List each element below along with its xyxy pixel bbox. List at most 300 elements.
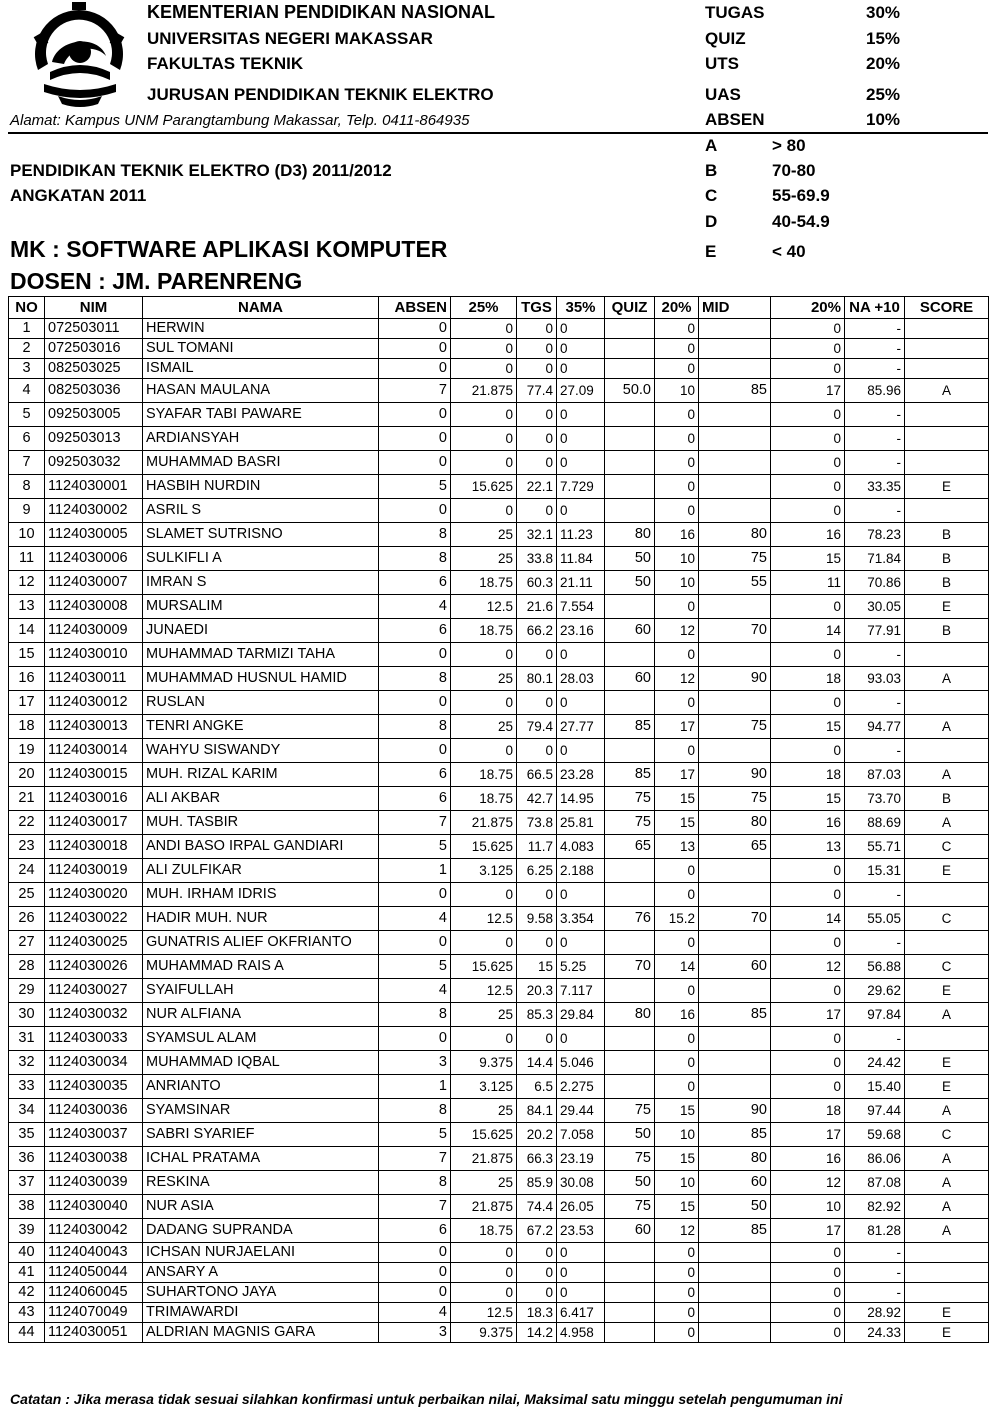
table-cell: 85.9 bbox=[517, 1171, 557, 1195]
table-cell: 21.875 bbox=[451, 1147, 517, 1171]
table-cell: A bbox=[905, 1147, 989, 1171]
table-cell bbox=[699, 451, 771, 475]
table-cell: 14 bbox=[9, 619, 45, 643]
table-row bbox=[9, 571, 989, 595]
table-cell: 1124030038 bbox=[45, 1147, 143, 1171]
col-header: QUIZ bbox=[605, 297, 655, 319]
table-cell: 23 bbox=[9, 835, 45, 859]
table-cell: 0 bbox=[771, 931, 845, 955]
table-cell: 9 bbox=[9, 499, 45, 523]
table-cell: 18 bbox=[771, 763, 845, 787]
table-cell: 5 bbox=[379, 835, 451, 859]
table-cell: 85.96 bbox=[845, 379, 905, 403]
table-cell: 23.16 bbox=[557, 619, 605, 643]
table-cell: 25 bbox=[451, 1099, 517, 1123]
table-cell: ALI AKBAR bbox=[143, 787, 379, 811]
table-cell: 092503013 bbox=[45, 427, 143, 451]
table-cell: 0 bbox=[557, 691, 605, 715]
weight-label: QUIZ bbox=[705, 29, 746, 48]
table-cell bbox=[905, 643, 989, 667]
table-cell: 0 bbox=[771, 339, 845, 359]
table-cell: 0 bbox=[517, 339, 557, 359]
table-cell: - bbox=[845, 1243, 905, 1263]
table-cell: 8 bbox=[379, 547, 451, 571]
table-cell: 0 bbox=[771, 739, 845, 763]
table-row bbox=[9, 643, 989, 667]
table-row bbox=[9, 739, 989, 763]
table-cell: 0 bbox=[655, 1283, 699, 1303]
table-cell: MURSALIM bbox=[143, 595, 379, 619]
table-cell: 23.53 bbox=[557, 1219, 605, 1243]
table-cell: 0 bbox=[771, 1051, 845, 1075]
table-cell: 33 bbox=[9, 1075, 45, 1099]
table-row bbox=[9, 811, 989, 835]
table-cell: 11 bbox=[9, 547, 45, 571]
table-cell: 1124030027 bbox=[45, 979, 143, 1003]
table-cell: 8 bbox=[379, 1171, 451, 1195]
table-cell: 0 bbox=[771, 859, 845, 883]
grade-label: E bbox=[705, 242, 717, 261]
table-row bbox=[9, 1243, 989, 1263]
table-cell: 8 bbox=[379, 523, 451, 547]
table-cell: 18 bbox=[771, 667, 845, 691]
table-cell: 50 bbox=[605, 1123, 655, 1147]
table-cell: 0 bbox=[379, 1027, 451, 1051]
table-cell: 80 bbox=[605, 1003, 655, 1027]
table-cell: 0 bbox=[379, 403, 451, 427]
table-cell bbox=[699, 931, 771, 955]
table-cell: 87.08 bbox=[845, 1171, 905, 1195]
table-cell: 0 bbox=[557, 1283, 605, 1303]
table-cell: 0 bbox=[771, 1263, 845, 1283]
table-cell: 12 bbox=[9, 571, 45, 595]
table-cell: 26 bbox=[9, 907, 45, 931]
table-cell: - bbox=[845, 883, 905, 907]
table-cell: 30.05 bbox=[845, 595, 905, 619]
table-cell: 3 bbox=[379, 1051, 451, 1075]
table-cell: 80 bbox=[699, 523, 771, 547]
table-cell: 3.125 bbox=[451, 1075, 517, 1099]
table-cell: 18.75 bbox=[451, 1219, 517, 1243]
table-cell: 60 bbox=[605, 619, 655, 643]
table-cell: 0 bbox=[655, 691, 699, 715]
table-cell: 44 bbox=[9, 1323, 45, 1343]
table-cell: 12.5 bbox=[451, 979, 517, 1003]
table-cell: ICHAL PRATAMA bbox=[143, 1147, 379, 1171]
col-header: MID bbox=[699, 297, 771, 319]
table-cell: 0 bbox=[655, 1027, 699, 1051]
table-cell: 9.375 bbox=[451, 1323, 517, 1343]
table-cell: 10 bbox=[655, 379, 699, 403]
table-cell: 1124060045 bbox=[45, 1283, 143, 1303]
table-cell: A bbox=[905, 1171, 989, 1195]
table-cell: ICHSAN NURJAELANI bbox=[143, 1243, 379, 1263]
table-cell: 17 bbox=[655, 715, 699, 739]
table-cell bbox=[699, 475, 771, 499]
table-cell: B bbox=[905, 523, 989, 547]
table-row bbox=[9, 835, 989, 859]
table-cell: MUH. IRHAM IDRIS bbox=[143, 883, 379, 907]
col-header: SCORE bbox=[905, 297, 989, 319]
table-cell: 0 bbox=[771, 643, 845, 667]
table-cell: 1 bbox=[9, 319, 45, 339]
course-title: MK : SOFTWARE APLIKASI KOMPUTER bbox=[10, 236, 448, 262]
table-cell bbox=[905, 739, 989, 763]
table-cell: 4 bbox=[379, 595, 451, 619]
table-cell: 35 bbox=[9, 1123, 45, 1147]
table-cell: 6 bbox=[379, 571, 451, 595]
table-cell: 25 bbox=[451, 547, 517, 571]
table-row bbox=[9, 451, 989, 475]
table-cell: 0 bbox=[451, 359, 517, 379]
table-cell: 1124050044 bbox=[45, 1263, 143, 1283]
table-cell: 1124030016 bbox=[45, 787, 143, 811]
table-cell: 24.33 bbox=[845, 1323, 905, 1343]
table-cell: A bbox=[905, 763, 989, 787]
table-cell: SUHARTONO JAYA bbox=[143, 1283, 379, 1303]
table-cell: 21.875 bbox=[451, 1195, 517, 1219]
table-cell: 28.03 bbox=[557, 667, 605, 691]
grades-table bbox=[8, 296, 989, 1343]
table-cell: 30 bbox=[9, 1003, 45, 1027]
table-cell: 0 bbox=[771, 1323, 845, 1343]
table-cell: 0 bbox=[451, 739, 517, 763]
table-cell: 0 bbox=[655, 403, 699, 427]
table-cell: 28 bbox=[9, 955, 45, 979]
table-cell: 5.25 bbox=[557, 955, 605, 979]
table-cell bbox=[905, 1283, 989, 1303]
weight-value: 25% bbox=[866, 85, 901, 104]
table-cell: 8 bbox=[379, 667, 451, 691]
table-row bbox=[9, 1003, 989, 1027]
table-row bbox=[9, 979, 989, 1003]
table-cell: 60 bbox=[605, 1219, 655, 1243]
table-row bbox=[9, 499, 989, 523]
table-cell: 0 bbox=[557, 427, 605, 451]
table-cell: MUH. RIZAL KARIM bbox=[143, 763, 379, 787]
table-cell: 97.44 bbox=[845, 1099, 905, 1123]
table-cell: 0 bbox=[379, 319, 451, 339]
table-cell: 18 bbox=[771, 1099, 845, 1123]
table-cell bbox=[905, 1263, 989, 1283]
table-cell: 55 bbox=[699, 571, 771, 595]
table-cell: 0 bbox=[771, 691, 845, 715]
table-cell: 0 bbox=[451, 1263, 517, 1283]
table-cell: 3 bbox=[379, 1323, 451, 1343]
table-cell: 25 bbox=[451, 1171, 517, 1195]
table-cell: 3.125 bbox=[451, 859, 517, 883]
col-header: NIM bbox=[45, 297, 143, 319]
table-cell: 70 bbox=[699, 619, 771, 643]
table-cell: 29.62 bbox=[845, 979, 905, 1003]
table-cell: 80.1 bbox=[517, 667, 557, 691]
table-row bbox=[9, 1283, 989, 1303]
table-row bbox=[9, 1147, 989, 1171]
table-cell bbox=[605, 451, 655, 475]
table-cell: 0 bbox=[451, 691, 517, 715]
table-cell: 50 bbox=[605, 547, 655, 571]
table-cell: 24 bbox=[9, 859, 45, 883]
table-cell bbox=[605, 499, 655, 523]
table-cell: 86.06 bbox=[845, 1147, 905, 1171]
table-cell: 10 bbox=[655, 547, 699, 571]
table-cell: 42 bbox=[9, 1283, 45, 1303]
table-cell: 12 bbox=[655, 667, 699, 691]
table-cell: 2.188 bbox=[557, 859, 605, 883]
table-cell: 97.84 bbox=[845, 1003, 905, 1027]
table-cell: 25 bbox=[451, 523, 517, 547]
table-cell: 0 bbox=[379, 359, 451, 379]
table-cell: 1124030018 bbox=[45, 835, 143, 859]
table-cell: TRIMAWARDI bbox=[143, 1303, 379, 1323]
table-cell: 0 bbox=[451, 1243, 517, 1263]
table-cell: 0 bbox=[517, 451, 557, 475]
table-cell: 1124040043 bbox=[45, 1243, 143, 1263]
table-cell: 20 bbox=[9, 763, 45, 787]
table-cell: 6.417 bbox=[557, 1303, 605, 1323]
weight-label: ABSEN bbox=[705, 110, 765, 129]
table-cell: 11.23 bbox=[557, 523, 605, 547]
table-cell: ALDRIAN MAGNIS GARA bbox=[143, 1323, 379, 1343]
table-cell: C bbox=[905, 1123, 989, 1147]
table-cell: HASAN MAULANA bbox=[143, 379, 379, 403]
table-cell: 0 bbox=[771, 595, 845, 619]
table-cell: 41 bbox=[9, 1263, 45, 1283]
table-cell: HADIR MUH. NUR bbox=[143, 907, 379, 931]
table-cell: JUNAEDI bbox=[143, 619, 379, 643]
table-cell: 0 bbox=[451, 883, 517, 907]
table-cell: 15.40 bbox=[845, 1075, 905, 1099]
table-row bbox=[9, 907, 989, 931]
table-cell: 0 bbox=[655, 1243, 699, 1263]
table-row bbox=[9, 955, 989, 979]
table-cell: 1124030035 bbox=[45, 1075, 143, 1099]
table-row bbox=[9, 763, 989, 787]
table-cell bbox=[605, 979, 655, 1003]
table-cell: 38 bbox=[9, 1195, 45, 1219]
table-cell bbox=[699, 319, 771, 339]
table-cell: 0 bbox=[451, 643, 517, 667]
table-cell: 0 bbox=[771, 1303, 845, 1323]
table-cell: 14 bbox=[655, 955, 699, 979]
table-cell: 60 bbox=[699, 1171, 771, 1195]
table-cell: SABRI SYARIEF bbox=[143, 1123, 379, 1147]
table-cell: 0 bbox=[517, 691, 557, 715]
table-row bbox=[9, 523, 989, 547]
table-cell: 7.729 bbox=[557, 475, 605, 499]
table-cell: A bbox=[905, 811, 989, 835]
table-cell: MUH. TASBIR bbox=[143, 811, 379, 835]
table-cell: 1124030020 bbox=[45, 883, 143, 907]
table-row bbox=[9, 1195, 989, 1219]
table-cell: 34 bbox=[9, 1099, 45, 1123]
table-cell: 12 bbox=[655, 619, 699, 643]
table-row bbox=[9, 1303, 989, 1323]
table-cell: 0 bbox=[451, 451, 517, 475]
ministry-title: KEMENTERIAN PENDIDIKAN NASIONAL bbox=[147, 2, 496, 22]
table-cell: 0 bbox=[379, 691, 451, 715]
table-cell: - bbox=[845, 931, 905, 955]
table-cell: 15.2 bbox=[655, 907, 699, 931]
col-header: 20% bbox=[771, 297, 845, 319]
table-cell: 1124030032 bbox=[45, 1003, 143, 1027]
table-cell: 1124030040 bbox=[45, 1195, 143, 1219]
table-cell: 75 bbox=[699, 787, 771, 811]
table-cell: 0 bbox=[557, 339, 605, 359]
table-cell: 16 bbox=[9, 667, 45, 691]
table-cell: 85 bbox=[605, 763, 655, 787]
table-cell: SUL TOMANI bbox=[143, 339, 379, 359]
table-cell: B bbox=[905, 571, 989, 595]
table-cell: MUHAMMAD HUSNUL HAMID bbox=[143, 667, 379, 691]
table-cell: 39 bbox=[9, 1219, 45, 1243]
table-cell: 75 bbox=[699, 547, 771, 571]
faculty-title: FAKULTAS TEKNIK bbox=[147, 54, 304, 73]
grade-label: C bbox=[705, 186, 718, 205]
grade-range: < 40 bbox=[772, 242, 806, 261]
table-cell: E bbox=[905, 1075, 989, 1099]
table-row bbox=[9, 931, 989, 955]
grade-range: > 80 bbox=[772, 136, 806, 155]
table-cell: 0 bbox=[517, 739, 557, 763]
table-cell: IMRAN S bbox=[143, 571, 379, 595]
table-cell: 0 bbox=[655, 931, 699, 955]
table-cell: 90 bbox=[699, 763, 771, 787]
table-cell: 0 bbox=[451, 1283, 517, 1303]
table-cell: - bbox=[845, 451, 905, 475]
table-cell: B bbox=[905, 619, 989, 643]
table-cell: 93.03 bbox=[845, 667, 905, 691]
table-cell: 18.75 bbox=[451, 763, 517, 787]
program-title: PENDIDIKAN TEKNIK ELEKTRO (D3) 2011/2012 bbox=[10, 161, 392, 180]
table-cell: 0 bbox=[451, 427, 517, 451]
table-cell: 50 bbox=[605, 1171, 655, 1195]
table-cell bbox=[605, 691, 655, 715]
grade-range: 70-80 bbox=[772, 161, 816, 180]
table-cell: 082503036 bbox=[45, 379, 143, 403]
table-cell: GUNATRIS ALIEF OKFRIANTO bbox=[143, 931, 379, 955]
table-cell bbox=[605, 1027, 655, 1051]
table-cell: 55.71 bbox=[845, 835, 905, 859]
table-cell: 0 bbox=[557, 1243, 605, 1263]
table-cell: 82.92 bbox=[845, 1195, 905, 1219]
table-cell: 5 bbox=[379, 475, 451, 499]
table-cell: 66.3 bbox=[517, 1147, 557, 1171]
table-cell: 56.88 bbox=[845, 955, 905, 979]
table-cell: 1124030036 bbox=[45, 1099, 143, 1123]
table-cell: 10 bbox=[771, 1195, 845, 1219]
table-cell: 70.86 bbox=[845, 571, 905, 595]
table-cell bbox=[699, 979, 771, 1003]
table-cell bbox=[699, 339, 771, 359]
table-cell: 75 bbox=[605, 1099, 655, 1123]
table-cell: 15 bbox=[771, 787, 845, 811]
table-cell: 15 bbox=[655, 1195, 699, 1219]
table-row bbox=[9, 427, 989, 451]
table-cell: SULKIFLI A bbox=[143, 547, 379, 571]
table-cell: 23.28 bbox=[557, 763, 605, 787]
table-cell: ANDI BASO IRPAL GANDIARI bbox=[143, 835, 379, 859]
table-cell: 8 bbox=[379, 715, 451, 739]
table-row bbox=[9, 1027, 989, 1051]
table-cell: HASBIH NURDIN bbox=[143, 475, 379, 499]
table-cell: A bbox=[905, 1219, 989, 1243]
weight-value: 20% bbox=[866, 54, 901, 73]
table-cell bbox=[605, 1323, 655, 1343]
table-cell: TENRI ANGKE bbox=[143, 715, 379, 739]
table-cell: 0 bbox=[771, 359, 845, 379]
table-cell: 16 bbox=[771, 1147, 845, 1171]
lecturer-title: DOSEN : JM. PARENRENG bbox=[10, 268, 303, 294]
table-cell: 1124030022 bbox=[45, 907, 143, 931]
table-cell: 0 bbox=[655, 475, 699, 499]
table-cell: 12.5 bbox=[451, 907, 517, 931]
table-cell: MUHAMMAD BASRI bbox=[143, 451, 379, 475]
table-cell: 25.81 bbox=[557, 811, 605, 835]
table-cell: 0 bbox=[557, 319, 605, 339]
table-cell bbox=[605, 739, 655, 763]
table-cell: 0 bbox=[655, 359, 699, 379]
table-row bbox=[9, 883, 989, 907]
table-cell: 70 bbox=[699, 907, 771, 931]
table-cell: 0 bbox=[451, 1027, 517, 1051]
table-row bbox=[9, 1219, 989, 1243]
table-cell: 37 bbox=[9, 1171, 45, 1195]
table-row bbox=[9, 595, 989, 619]
table-cell: 0 bbox=[655, 883, 699, 907]
table-cell: 18 bbox=[9, 715, 45, 739]
table-cell: 17 bbox=[655, 763, 699, 787]
table-cell: 18.75 bbox=[451, 787, 517, 811]
table-cell: 1124030015 bbox=[45, 763, 143, 787]
table-cell: 8 bbox=[379, 1099, 451, 1123]
table-cell: 1124030005 bbox=[45, 523, 143, 547]
table-cell: 5 bbox=[9, 403, 45, 427]
table-cell: 50 bbox=[699, 1195, 771, 1219]
table-cell: 11.7 bbox=[517, 835, 557, 859]
table-cell: 23.19 bbox=[557, 1147, 605, 1171]
table-cell: 0 bbox=[517, 499, 557, 523]
table-cell: 15 bbox=[771, 715, 845, 739]
table-cell: 33.35 bbox=[845, 475, 905, 499]
table-cell: 0 bbox=[379, 1263, 451, 1283]
table-cell: 16 bbox=[655, 523, 699, 547]
table-cell: 0 bbox=[557, 403, 605, 427]
table-cell bbox=[905, 1243, 989, 1263]
grade-range: 55-69.9 bbox=[772, 186, 830, 205]
table-cell: 25 bbox=[451, 667, 517, 691]
weight-value: 10% bbox=[866, 110, 901, 129]
table-cell: 8 bbox=[9, 475, 45, 499]
table-cell: 0 bbox=[379, 427, 451, 451]
table-cell: 85 bbox=[699, 1219, 771, 1243]
table-cell: 11.84 bbox=[557, 547, 605, 571]
table-cell: 0 bbox=[655, 739, 699, 763]
table-cell: 78.23 bbox=[845, 523, 905, 547]
table-row bbox=[9, 339, 989, 359]
table-cell bbox=[699, 691, 771, 715]
table-cell: A bbox=[905, 1003, 989, 1027]
table-cell: 0 bbox=[771, 1075, 845, 1099]
table-cell: 4.958 bbox=[557, 1323, 605, 1343]
table-cell: DADANG SUPRANDA bbox=[143, 1219, 379, 1243]
table-cell: 43 bbox=[9, 1303, 45, 1323]
table-cell: 0 bbox=[379, 499, 451, 523]
weight-label: UAS bbox=[705, 85, 741, 104]
col-header: 25% bbox=[451, 297, 517, 319]
table-cell: 73.70 bbox=[845, 787, 905, 811]
table-cell bbox=[699, 859, 771, 883]
